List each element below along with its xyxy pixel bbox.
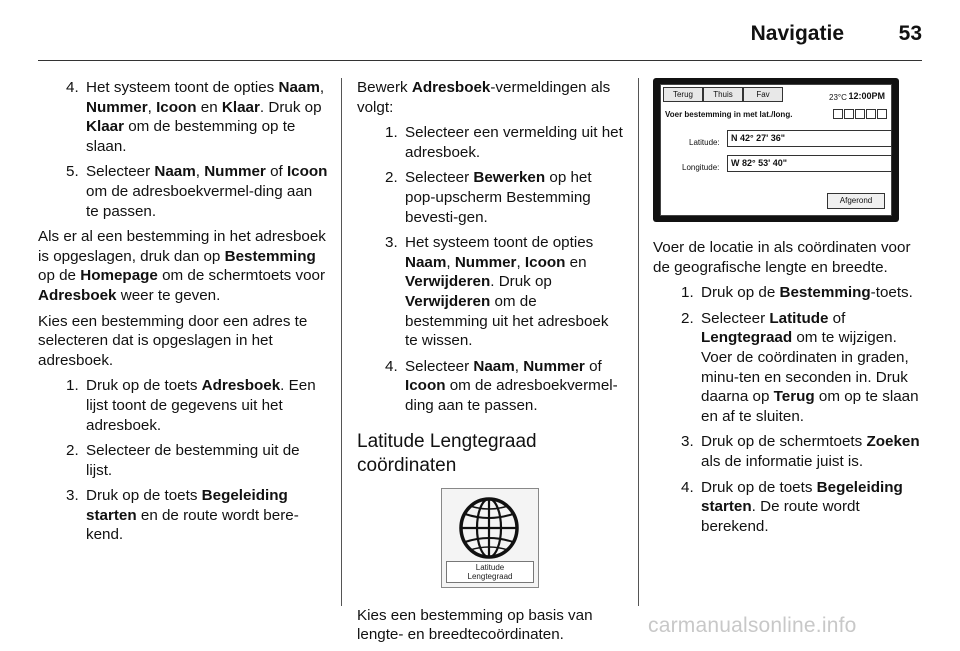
bold-term: Icoon [286, 163, 328, 181]
bold-term: Nummer [523, 357, 585, 375]
text-run: , [147, 98, 157, 116]
text-run: , [319, 79, 325, 96]
bold-term: Adresboek [38, 286, 117, 304]
column-divider-2 [638, 78, 639, 606]
bold-term: Lengtegraad [701, 329, 793, 347]
bold-term: Latitude [769, 309, 829, 327]
text-run: om op te slaan en af te sluiten. [701, 388, 919, 425]
text-run: Het systeem toont de opties [405, 234, 594, 252]
step-number: 1. [66, 377, 79, 395]
phone-icon[interactable] [866, 109, 876, 119]
text-run: om de adresboekvermel-ding aan te passen. [405, 377, 618, 414]
bold-term: Begeleiding starten [86, 487, 288, 524]
header-divider [38, 60, 922, 61]
column-2 [357, 78, 623, 651]
text-run: Druk op de schermtoets [701, 433, 867, 451]
bold-term: Naam [278, 79, 320, 96]
step-number: 4. [681, 478, 694, 496]
list-item [38, 78, 328, 156]
bold-term: Verwijderen [405, 292, 491, 310]
bold-term: Bewerken [473, 169, 546, 187]
paragraph-edit-intro [357, 78, 623, 117]
bold-term: Klaar [86, 118, 124, 136]
step-number: 2. [66, 442, 79, 460]
bold-term: Zoeken [866, 433, 920, 451]
bold-term: Naam [473, 357, 515, 375]
clock-readout: 12:00PM [848, 91, 885, 101]
step-number: 1. [681, 284, 694, 302]
text-run: . Druk op [490, 273, 552, 291]
text-run: Bewerk [357, 79, 412, 96]
list-item [653, 309, 923, 427]
tab-home[interactable]: Thuis [703, 87, 743, 102]
text-run: Selecteer [405, 169, 474, 187]
text-run: . De route wordt berekend. [701, 498, 860, 535]
text-run: om de bestemming op te slaan. [86, 118, 296, 155]
bold-term: Icoon [524, 253, 566, 271]
nav-screen [660, 84, 892, 216]
bold-term: Icoon [405, 377, 446, 395]
bold-term: Verwijderen [405, 273, 491, 291]
text-run: om de adresboekvermel-ding aan te passen. [86, 182, 313, 220]
steps-list-coordinates [653, 283, 923, 536]
text-run: Druk op de toets [86, 377, 202, 395]
latitude-label: Latitude: [689, 138, 720, 147]
text-run: Druk op de toets [86, 487, 202, 505]
tab-back[interactable]: Terug [663, 87, 703, 102]
text-run: Selecteer [405, 357, 474, 375]
column-1 [38, 78, 328, 551]
text-run: en de route wordt bere-kend. [86, 506, 299, 544]
step-number: 2. [681, 309, 694, 327]
bold-term: Nummer [86, 98, 148, 116]
paragraph-existing-destination [38, 227, 328, 305]
steps-list-save [38, 78, 328, 221]
text-run: op de [38, 267, 81, 285]
step-number: 4. [66, 79, 79, 96]
tab-favorites[interactable]: Fav [743, 87, 783, 102]
page-header [0, 0, 960, 64]
text-run: Druk op de [701, 284, 780, 302]
list-item [357, 168, 623, 227]
list-item [357, 123, 623, 162]
column-3 [653, 78, 923, 542]
text-run: of [584, 357, 602, 375]
longitude-label: Longitude: [682, 163, 720, 172]
list-item [38, 486, 328, 545]
bold-term: Bestemming [224, 247, 316, 265]
column-divider-1 [341, 78, 342, 606]
longitude-field[interactable]: W 82° 53' 40" [727, 155, 892, 172]
paragraph-choose-from-addressbook: Kies een bestemming door een adres te selecteren dat is opgeslagen in het adresboek. [38, 312, 308, 369]
text-run: of [265, 163, 287, 181]
steps-list-addressbook [38, 376, 328, 545]
list-item [357, 357, 623, 416]
text-run: Selecteer [701, 309, 770, 327]
icon-label-longitude: Lengtegraad [467, 571, 513, 581]
text-run: en [565, 253, 587, 271]
bold-term: Icoon [156, 98, 197, 116]
steps-list-edit [357, 123, 623, 415]
paragraph-enter-coordinates: Voer de locatie in als coördinaten voor de geografische lengte en breedte. [653, 239, 911, 276]
bold-term: Klaar [221, 98, 260, 116]
page-number: 53 [898, 22, 922, 45]
bold-term: Nummer [204, 163, 266, 181]
latitude-field[interactable]: N 42° 27' 36" [727, 130, 892, 147]
screen-icons-row [832, 104, 887, 124]
section-title: Navigatie [750, 22, 844, 45]
step-number: 3. [385, 234, 398, 252]
text-run: Als er al een bestemming in het adresboek is opgeslagen, druk dan op [38, 228, 326, 265]
bold-term: Nummer [454, 253, 517, 271]
step-number: 5. [66, 163, 79, 181]
text-run: , [516, 253, 525, 271]
text-run: , [195, 163, 205, 181]
nav-screen-illustration [653, 78, 899, 222]
text-run: en [196, 98, 222, 116]
watermark-text: carmanualsonline.info [648, 614, 857, 637]
text-run: , [446, 253, 455, 271]
text-run: om de schermtoets voor [157, 267, 326, 285]
text-run: -toets. [870, 284, 913, 302]
step-number: 4. [385, 357, 398, 375]
info-icon[interactable] [877, 109, 887, 119]
latitude-button-illustration [441, 488, 539, 588]
text-run: Selecteer de bestemming uit de lijst. [86, 442, 300, 479]
text-run: Druk op de toets [701, 478, 817, 496]
bold-term: Terug [773, 388, 815, 406]
text-run: om de bestemming uit het adresboek te wissen. [405, 292, 609, 350]
icon-label-latitude: Latitude [475, 562, 505, 572]
step-number: 3. [66, 487, 79, 505]
text-run: of [828, 309, 846, 327]
list-item [653, 283, 923, 303]
text-run: . Druk op [259, 98, 322, 116]
text-run: Selecteer [86, 163, 155, 181]
bold-term: Adresboek [411, 79, 491, 96]
text-run: Het systeem toont de opties [86, 79, 279, 96]
text-run: Selecteer een vermelding uit het adresboek. [405, 124, 623, 161]
done-button[interactable]: Afgerond [827, 193, 885, 209]
list-item [38, 162, 328, 221]
globe-icon [450, 495, 528, 561]
keyboard-icon[interactable] [833, 109, 843, 119]
bold-term: Naam [154, 163, 196, 181]
text-run: als de informatie juist is. [701, 452, 864, 470]
step-number: 3. [681, 433, 694, 451]
screen-title: Voer bestemming in met lat./long. [665, 110, 793, 119]
map-icon[interactable] [844, 109, 854, 119]
list-item [38, 441, 328, 480]
bold-term: Homepage [80, 267, 158, 285]
bold-term: Adresboek [201, 377, 281, 395]
flag-icon[interactable] [855, 109, 865, 119]
section-heading-coordinates: Latitude Lengtegraad coördinaten [357, 430, 537, 476]
bold-term: Begeleiding starten [701, 478, 903, 516]
text-run: om te wijzigen. Voer de coördinaten in graden, minu-ten en seconden in. Druk daarna op [701, 329, 909, 406]
text-run: -vermeldingen als volgt: [357, 79, 611, 116]
temperature-readout: 23°C [829, 93, 847, 102]
step-number: 2. [385, 169, 398, 187]
bold-term: Bestemming [779, 284, 871, 302]
text-run: weer te geven. [116, 286, 221, 304]
step-number: 1. [385, 124, 398, 142]
list-item [38, 376, 328, 435]
text-run: . Een lijst toont de gegevens uit het adresboek. [86, 377, 316, 434]
text-run: op het pop-upscherm Bestemming bevesti-gen. [405, 169, 592, 226]
list-item [653, 432, 923, 471]
bold-term: Naam [405, 253, 447, 271]
list-item [653, 478, 923, 537]
paragraph-coordinates-caption: Kies een bestemming op basis van lengte- en breedtecoördinaten. [357, 606, 593, 644]
list-item [357, 233, 623, 351]
text-run: , [514, 357, 524, 375]
latitude-button-label [446, 561, 534, 583]
